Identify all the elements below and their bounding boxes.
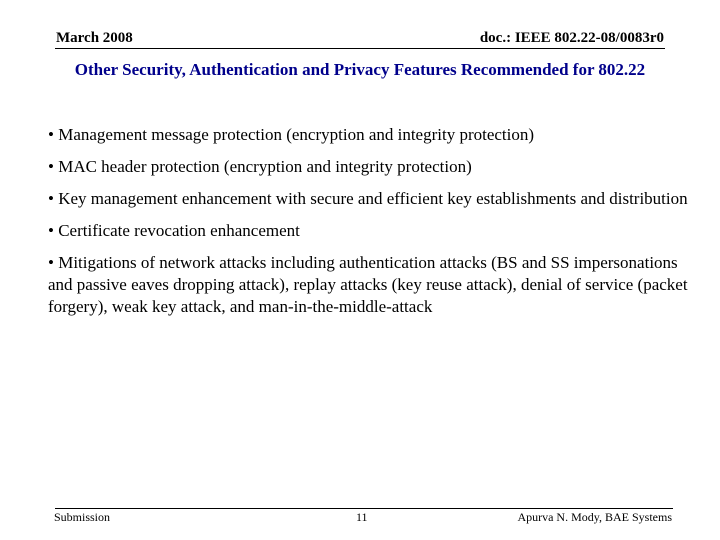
bullet-item: • Key management enhancement with secure and efficient key establishments and distribution [48, 189, 688, 208]
footer-page-number: 11 [356, 510, 368, 524]
page-header [55, 30, 665, 49]
footer-author: Apurva N. Mody, BAE Systems [517, 510, 672, 524]
bullet-list [48, 124, 688, 328]
footer-submission: Submission [54, 510, 111, 524]
bullet-item: • Mitigations of network attacks including authentication attacks (BS and SS impersonations and passive eaves dropping attack), replay attacks (key reuse attack), denial of service (packet forgery), weak key attack, and man-in-the-middle-attack [48, 253, 688, 316]
bullet-item: • Certificate revocation enhancement [48, 221, 300, 240]
bullet-item: • MAC header protection (encryption and integrity protection) [48, 157, 472, 176]
bullet-item: • Management message protection (encryption and integrity protection) [48, 125, 535, 144]
header-document-id: doc.: IEEE 802.22-08/0083r0 [479, 30, 664, 46]
header-date: March 2008 [56, 30, 133, 46]
slide-title: Other Security, Authentication and Privacy Features Recommended for 802.22 [74, 60, 646, 79]
footer-divider [55, 508, 673, 509]
